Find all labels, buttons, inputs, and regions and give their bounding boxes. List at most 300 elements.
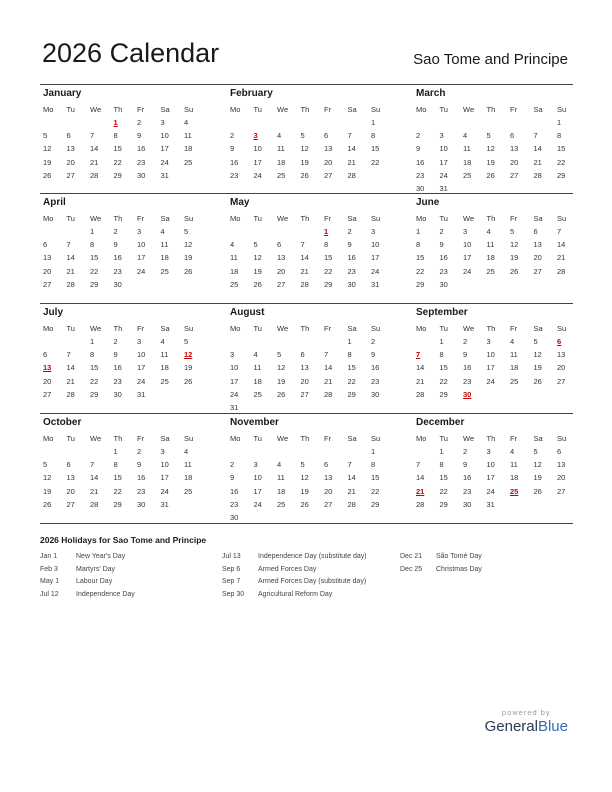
- date-cell: 11: [463, 144, 471, 154]
- date-cell: 26: [184, 266, 193, 276]
- date-cell: 14: [347, 144, 356, 154]
- date-cell: 2: [439, 227, 444, 236]
- date-cell: 20: [43, 266, 52, 276]
- date-cell: 7: [557, 227, 562, 236]
- date-cell: 21: [90, 157, 99, 167]
- date-cell: 20: [324, 486, 333, 496]
- holiday-date-label: Jul 13: [222, 553, 241, 560]
- date-cell: 24: [439, 170, 448, 180]
- date-cell: 15: [113, 473, 122, 483]
- weekday-label: Fr: [324, 214, 332, 223]
- empty-cell: [413, 445, 437, 458]
- date-cell: 7: [533, 131, 538, 141]
- month-name: December: [416, 417, 465, 428]
- date-cell: 13: [557, 350, 566, 360]
- date-cell: 28: [66, 389, 75, 399]
- date-cell: 21: [557, 253, 566, 263]
- date-cell: 8: [557, 131, 562, 141]
- page-title: 2026 Calendar: [42, 38, 220, 68]
- date-cell: 17: [137, 363, 146, 373]
- month-days-grid: [227, 432, 381, 524]
- date-cell: 29: [439, 499, 448, 509]
- date-cell: 11: [253, 363, 262, 373]
- date-cell: 26: [184, 376, 193, 386]
- month-name: June: [416, 197, 440, 208]
- date-cell: 23: [113, 266, 122, 276]
- date-cell: 3: [160, 118, 165, 127]
- date-cell: 23: [439, 266, 448, 276]
- month-march: [413, 88, 567, 195]
- date-cell: 16: [463, 473, 472, 483]
- weekday-label: Su: [371, 434, 381, 443]
- date-cell: 2: [371, 337, 376, 346]
- date-cell: 22: [557, 157, 566, 167]
- date-cell: 24: [463, 266, 472, 276]
- weekday-label: Th: [300, 214, 310, 223]
- date-cell: 15: [371, 144, 380, 154]
- date-cell: 10: [486, 350, 495, 360]
- holidays-list: [40, 551, 573, 611]
- holiday-item: [222, 551, 367, 564]
- weekday-label: We: [90, 214, 102, 223]
- weekday-label: Mo: [230, 434, 241, 443]
- weekday-label: Su: [184, 214, 194, 223]
- date-cell: 19: [300, 486, 309, 496]
- date-cell: 26: [43, 499, 52, 509]
- date-cell: 11: [510, 350, 518, 360]
- date-cell: 17: [137, 253, 146, 263]
- date-cell: 11: [277, 144, 285, 154]
- date-cell: 17: [371, 253, 380, 263]
- date-cell: 10: [160, 460, 169, 470]
- date-cell: 16: [113, 363, 122, 373]
- date-cell: 18: [463, 157, 472, 167]
- holidays-title: 2026 Holidays for Sao Tome and Principe: [40, 535, 207, 545]
- weekday-label: Mo: [416, 105, 427, 114]
- date-cell: 14: [324, 363, 333, 373]
- date-cell: 11: [486, 240, 495, 250]
- date-cell: 31: [371, 279, 380, 289]
- weekday-label: Mo: [416, 214, 427, 223]
- date-cell: 3: [253, 460, 258, 470]
- empty-cell: [274, 225, 298, 238]
- date-cell: 22: [324, 266, 333, 276]
- date-cell: 4: [463, 131, 468, 141]
- date-cell: 23: [347, 266, 356, 276]
- empty-cell: [413, 116, 437, 129]
- date-cell: 2: [113, 227, 118, 236]
- date-cell: 21: [300, 266, 309, 276]
- date-cell: 23: [113, 376, 122, 386]
- date-cell: 16: [416, 157, 425, 167]
- date-cell: 23: [230, 499, 239, 509]
- date-cell: 28: [416, 389, 425, 399]
- date-cell: 20: [300, 376, 309, 386]
- date-cell: 3: [137, 227, 142, 236]
- date-cell: 17: [160, 473, 169, 483]
- holiday-column: [400, 551, 482, 576]
- holiday-name: Independence Day: [76, 590, 135, 598]
- date-cell: 27: [277, 279, 286, 289]
- weekday-label: Su: [371, 105, 381, 114]
- date-cell: 1: [371, 447, 376, 456]
- date-cell: 14: [416, 473, 425, 483]
- weekday-label: Mo: [416, 434, 427, 443]
- calendar-header: [40, 38, 572, 84]
- date-cell: 27: [66, 170, 75, 180]
- weekday-label: Th: [486, 434, 496, 443]
- date-cell: 15: [347, 363, 356, 373]
- date-cell: 7: [347, 131, 352, 141]
- date-cell: 4: [230, 240, 235, 250]
- weekday-label: Th: [486, 105, 496, 114]
- date-cell: 15: [90, 363, 99, 373]
- weekday-label: Th: [113, 324, 123, 333]
- empty-cell: [413, 335, 437, 348]
- weekday-label: We: [277, 324, 289, 333]
- date-cell: 14: [90, 144, 99, 154]
- date-cell: 6: [324, 131, 329, 141]
- weekday-label: Tu: [253, 105, 262, 114]
- date-cell: 11: [184, 460, 192, 470]
- date-cell: 12: [533, 350, 542, 360]
- date-cell: 25: [510, 376, 519, 386]
- holiday-name: Martyrs' Day: [76, 565, 116, 573]
- date-cell: 2: [137, 447, 142, 456]
- empty-cell: [298, 225, 322, 238]
- month-days-grid: [413, 103, 567, 195]
- date-cell: 30: [347, 279, 356, 289]
- date-cell: 13: [66, 473, 75, 483]
- empty-cell: [64, 116, 88, 129]
- holiday-name: São Tomé Day: [436, 553, 482, 560]
- date-cell: 18: [277, 157, 286, 167]
- date-cell: 22: [439, 486, 448, 496]
- date-cell: 10: [137, 350, 146, 360]
- date-cell: 8: [90, 350, 95, 360]
- weekday-label: We: [277, 214, 289, 223]
- date-cell: 19: [43, 486, 52, 496]
- date-cell: 6: [43, 350, 48, 360]
- weekday-label: Fr: [510, 324, 518, 333]
- date-cell: 8: [371, 131, 376, 141]
- weekday-label: Su: [184, 105, 194, 114]
- date-cell: 13: [533, 240, 542, 250]
- month-name: May: [230, 197, 250, 208]
- date-cell: 17: [230, 376, 239, 386]
- month-days-grid: [227, 322, 381, 414]
- empty-cell: [64, 225, 88, 238]
- empty-cell: [251, 225, 275, 238]
- date-cell: 16: [230, 157, 239, 167]
- date-cell: 1: [557, 118, 562, 127]
- weekday-label: Tu: [253, 434, 262, 443]
- date-cell: 19: [510, 253, 519, 263]
- weekday-label: Tu: [439, 434, 448, 443]
- date-cell: 18: [184, 473, 193, 483]
- empty-cell: [274, 116, 298, 129]
- date-cell: 30: [113, 389, 122, 399]
- date-cell: 22: [90, 266, 99, 276]
- holiday-column: [40, 551, 135, 601]
- empty-cell: [298, 335, 322, 348]
- date-cell: 1: [416, 227, 421, 236]
- holiday-date-label: Dec 21: [400, 553, 423, 560]
- date-cell: 29: [113, 499, 122, 509]
- date-cell: 9: [416, 144, 421, 154]
- weekday-label: We: [463, 105, 475, 114]
- date-cell: 28: [300, 279, 309, 289]
- date-cell: 11: [160, 350, 169, 360]
- weekday-label: Tu: [253, 214, 262, 223]
- date-cell: 6: [66, 131, 71, 141]
- date-cell: 12: [300, 144, 309, 154]
- holiday-date-label: Sep 30: [222, 590, 245, 598]
- weekday-label: Sa: [160, 105, 170, 114]
- date-cell: 5: [43, 460, 48, 470]
- weekday-label: Su: [184, 324, 194, 333]
- date-cell: 19: [43, 157, 52, 167]
- date-cell: 18: [510, 363, 519, 373]
- holiday-item: [400, 551, 482, 564]
- weekday-label: Mo: [43, 324, 54, 333]
- country-name: Sao Tome and Principe: [413, 51, 568, 68]
- date-cell: 18: [277, 486, 286, 496]
- date-cell: 22: [90, 376, 99, 386]
- date-cell: 23: [137, 157, 146, 167]
- date-cell: 24: [253, 499, 262, 509]
- empty-cell: [227, 225, 251, 238]
- weekday-label: Th: [300, 105, 310, 114]
- date-cell: 4: [510, 447, 515, 456]
- date-cell: 2: [416, 131, 421, 141]
- weekday-label: We: [277, 434, 289, 443]
- weekday-label: Su: [371, 324, 381, 333]
- date-cell: 25: [184, 486, 193, 496]
- date-cell: 16: [347, 253, 356, 263]
- date-cell: 23: [230, 170, 239, 180]
- weekday-label: Mo: [230, 324, 241, 333]
- month-december: [413, 417, 567, 511]
- brand-logo: [485, 718, 568, 735]
- date-cell: 4: [184, 118, 189, 127]
- date-cell: 28: [324, 389, 333, 399]
- holiday-item: [40, 589, 135, 602]
- date-cell: 14: [533, 144, 542, 154]
- holiday-name: Agricultural Reform Day: [258, 590, 333, 598]
- date-cell: 22: [371, 157, 380, 167]
- date-cell: 6: [43, 240, 48, 250]
- date-cell: 19: [277, 376, 286, 386]
- date-cell: 12: [277, 363, 286, 373]
- date-cell: 2: [230, 131, 235, 141]
- weekday-label: Mo: [43, 214, 54, 223]
- weekday-label: Mo: [43, 105, 54, 114]
- date-cell: 27: [43, 389, 52, 399]
- date-cell: 13: [66, 144, 75, 154]
- date-cell: 24: [253, 170, 262, 180]
- date-cell: 14: [416, 363, 425, 373]
- date-cell: 24: [137, 376, 146, 386]
- date-cell: 25: [230, 279, 239, 289]
- date-cell: 24: [160, 486, 169, 496]
- date-cell: 10: [486, 460, 495, 470]
- date-cell: 1: [90, 227, 95, 236]
- date-cell: 15: [416, 253, 425, 263]
- date-cell: 21: [66, 266, 75, 276]
- date-cell: 26: [486, 170, 495, 180]
- date-cell: 13: [324, 144, 333, 154]
- empty-cell: [345, 116, 369, 129]
- date-cell: 22: [347, 376, 356, 386]
- weekday-label: Tu: [66, 105, 75, 114]
- date-cell: 4: [510, 337, 515, 346]
- date-cell: 16: [439, 253, 448, 263]
- date-cell: 9: [439, 240, 444, 250]
- date-cell: 25: [160, 376, 169, 386]
- date-cell: 17: [253, 157, 262, 167]
- weekday-label: We: [463, 214, 475, 223]
- date-cell: 9: [347, 240, 352, 250]
- holiday-item: [222, 564, 367, 577]
- date-cell: 29: [416, 279, 425, 289]
- date-cell: 9: [137, 460, 142, 470]
- powered-by-text: powered by: [501, 708, 551, 717]
- date-cell: 8: [324, 240, 329, 250]
- holiday-date-label: Feb 3: [40, 565, 58, 573]
- date-cell: 1: [347, 337, 352, 346]
- date-cell: 27: [510, 170, 519, 180]
- month-november: [227, 417, 381, 524]
- date-cell: 18: [160, 363, 169, 373]
- weekday-label: We: [90, 324, 102, 333]
- holidays-section: [40, 535, 573, 611]
- date-cell: 8: [439, 460, 444, 470]
- weekday-label: We: [463, 434, 475, 443]
- date-cell: 22: [416, 266, 425, 276]
- date-cell: 16: [463, 363, 472, 373]
- month-name: April: [43, 197, 66, 208]
- empty-cell: [531, 116, 555, 129]
- holiday-date-label: Dec 25: [400, 565, 423, 573]
- date-cell: 15: [371, 473, 380, 483]
- date-cell: 30: [463, 499, 472, 509]
- weekday-label: Th: [113, 214, 123, 223]
- empty-cell: [460, 116, 484, 129]
- holiday-date-label: Jan 1: [40, 553, 58, 560]
- date-cell: 7: [324, 350, 329, 360]
- empty-cell: [227, 335, 251, 348]
- date-cell: 2: [347, 227, 352, 236]
- date-cell: 11: [184, 131, 192, 141]
- date-cell: 16: [113, 253, 122, 263]
- date-cell: 18: [230, 266, 239, 276]
- date-cell: 27: [66, 499, 75, 509]
- empty-cell: [40, 225, 64, 238]
- date-cell: 4: [160, 337, 165, 346]
- empty-cell: [321, 116, 345, 129]
- date-cell: 17: [160, 144, 169, 154]
- date-cell: 27: [557, 376, 566, 386]
- empty-cell: [251, 445, 275, 458]
- date-cell: 19: [184, 363, 193, 373]
- date-cell: 27: [533, 266, 542, 276]
- date-cell: 6: [557, 447, 562, 456]
- weekday-label: Th: [300, 324, 310, 333]
- weekday-label: Fr: [510, 434, 518, 443]
- date-cell: 19: [184, 253, 193, 263]
- date-cell: 30: [137, 170, 146, 180]
- date-cell: 25: [277, 499, 286, 509]
- weekday-label: Su: [557, 214, 567, 223]
- date-cell: 12: [43, 144, 52, 154]
- date-cell: 17: [486, 363, 495, 373]
- empty-cell: [227, 445, 251, 458]
- date-cell: 30: [137, 499, 146, 509]
- date-cell: 31: [230, 402, 239, 412]
- date-cell: 21: [90, 486, 99, 496]
- date-cell: 20: [43, 376, 52, 386]
- weekday-label: Th: [300, 434, 310, 443]
- date-cell: 14: [557, 240, 566, 250]
- date-cell: 20: [557, 363, 566, 373]
- holiday-date: 13: [43, 363, 52, 373]
- date-cell: 5: [184, 337, 189, 346]
- date-cell: 18: [253, 376, 262, 386]
- date-cell: 10: [137, 240, 146, 250]
- date-cell: 10: [371, 240, 380, 250]
- date-cell: 12: [533, 460, 542, 470]
- empty-cell: [87, 116, 111, 129]
- month-days-grid: [227, 212, 381, 291]
- weekday-label: Th: [486, 214, 496, 223]
- date-cell: 22: [371, 486, 380, 496]
- date-cell: 19: [253, 266, 262, 276]
- holiday-item: [400, 564, 482, 577]
- weekday-label: We: [277, 105, 289, 114]
- date-cell: 20: [324, 157, 333, 167]
- date-cell: 29: [557, 170, 566, 180]
- month-days-grid: [40, 322, 194, 401]
- date-cell: 5: [253, 240, 258, 250]
- weekday-label: Sa: [533, 105, 543, 114]
- date-cell: 12: [43, 473, 52, 483]
- date-cell: 26: [43, 170, 52, 180]
- date-cell: 7: [90, 131, 95, 141]
- date-cell: 25: [277, 170, 286, 180]
- date-cell: 3: [439, 131, 444, 141]
- date-cell: 21: [66, 376, 75, 386]
- date-cell: 3: [160, 447, 165, 456]
- date-cell: 28: [90, 170, 99, 180]
- date-cell: 25: [160, 266, 169, 276]
- holiday-date-label: May 1: [40, 578, 60, 585]
- weekday-label: Sa: [347, 105, 357, 114]
- date-cell: 15: [90, 253, 99, 263]
- holiday-item: [40, 564, 135, 577]
- date-cell: 28: [90, 499, 99, 509]
- date-cell: 17: [253, 486, 262, 496]
- date-cell: 31: [486, 499, 495, 509]
- date-cell: 29: [347, 389, 356, 399]
- date-cell: 14: [66, 253, 75, 263]
- date-cell: 9: [137, 131, 142, 141]
- date-cell: 28: [557, 266, 566, 276]
- month-name: January: [43, 88, 82, 99]
- date-cell: 13: [300, 363, 309, 373]
- date-cell: 14: [66, 363, 75, 373]
- date-cell: 15: [324, 253, 333, 263]
